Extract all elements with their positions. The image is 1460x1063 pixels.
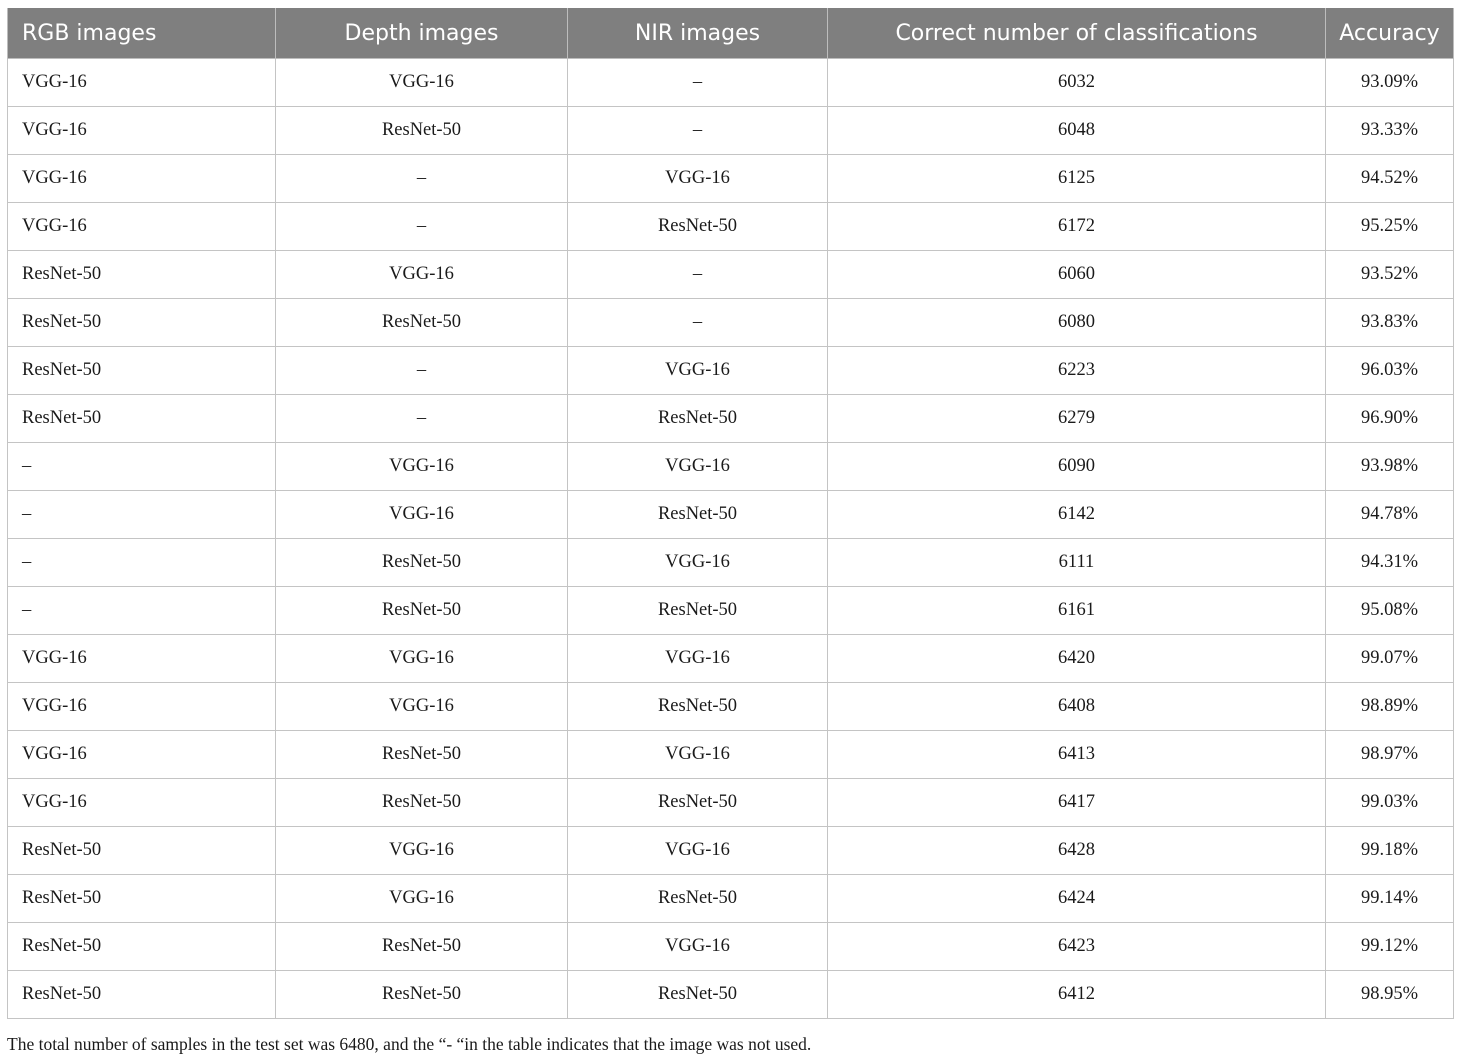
depth-cell: VGG-16 <box>276 683 568 731</box>
nir-cell: ResNet-50 <box>568 203 828 251</box>
correct-count-cell: 6412 <box>828 971 1326 1019</box>
correct-count-cell: 6420 <box>828 635 1326 683</box>
depth-cell: – <box>276 395 568 443</box>
table-row <box>8 971 1454 1019</box>
table-row <box>8 443 1454 491</box>
table-body <box>8 59 1454 1019</box>
nir-cell: VGG-16 <box>568 635 828 683</box>
correct-count-cell: 6279 <box>828 395 1326 443</box>
table-row <box>8 59 1454 107</box>
table-row <box>8 875 1454 923</box>
nir-cell: ResNet-50 <box>568 683 828 731</box>
correct-count-cell: 6142 <box>828 491 1326 539</box>
accuracy-cell: 99.18% <box>1326 827 1454 875</box>
nir-cell: ResNet-50 <box>568 395 828 443</box>
depth-cell: VGG-16 <box>276 251 568 299</box>
rgb-cell: VGG-16 <box>8 683 276 731</box>
depth-cell: VGG-16 <box>276 59 568 107</box>
nir-cell: – <box>568 299 828 347</box>
depth-cell: VGG-16 <box>276 635 568 683</box>
table-row <box>8 395 1454 443</box>
depth-cell: ResNet-50 <box>276 731 568 779</box>
rgb-cell: ResNet-50 <box>8 971 276 1019</box>
table-row <box>8 347 1454 395</box>
rgb-cell: – <box>8 539 276 587</box>
table-row <box>8 923 1454 971</box>
nir-cell: – <box>568 251 828 299</box>
correct-count-cell: 6423 <box>828 923 1326 971</box>
correct-count-cell: 6090 <box>828 443 1326 491</box>
table-row <box>8 683 1454 731</box>
depth-cell: – <box>276 155 568 203</box>
rgb-cell: – <box>8 587 276 635</box>
correct-count-cell: 6111 <box>828 539 1326 587</box>
table-row <box>8 155 1454 203</box>
rgb-cell: VGG-16 <box>8 635 276 683</box>
depth-cell: ResNet-50 <box>276 971 568 1019</box>
nir-cell: ResNet-50 <box>568 971 828 1019</box>
rgb-cell: VGG-16 <box>8 203 276 251</box>
results-table-container <box>7 8 1453 1019</box>
accuracy-cell: 99.03% <box>1326 779 1454 827</box>
nir-cell: – <box>568 107 828 155</box>
rgb-cell: VGG-16 <box>8 779 276 827</box>
rgb-cell: VGG-16 <box>8 155 276 203</box>
rgb-cell: ResNet-50 <box>8 827 276 875</box>
correct-count-cell: 6060 <box>828 251 1326 299</box>
depth-cell: ResNet-50 <box>276 923 568 971</box>
accuracy-cell: 99.12% <box>1326 923 1454 971</box>
nir-cell: VGG-16 <box>568 443 828 491</box>
header-nir-images: NIR images <box>568 8 828 59</box>
nir-cell: VGG-16 <box>568 347 828 395</box>
correct-count-cell: 6408 <box>828 683 1326 731</box>
correct-count-cell: 6032 <box>828 59 1326 107</box>
rgb-cell: VGG-16 <box>8 731 276 779</box>
rgb-cell: – <box>8 491 276 539</box>
accuracy-cell: 93.83% <box>1326 299 1454 347</box>
depth-cell: VGG-16 <box>276 491 568 539</box>
nir-cell: VGG-16 <box>568 731 828 779</box>
correct-count-cell: 6080 <box>828 299 1326 347</box>
rgb-cell: VGG-16 <box>8 107 276 155</box>
accuracy-cell: 93.98% <box>1326 443 1454 491</box>
accuracy-cell: 99.14% <box>1326 875 1454 923</box>
accuracy-cell: 95.08% <box>1326 587 1454 635</box>
accuracy-cell: 94.52% <box>1326 155 1454 203</box>
header-rgb-images: RGB images <box>8 8 276 59</box>
depth-cell: ResNet-50 <box>276 587 568 635</box>
nir-cell: – <box>568 59 828 107</box>
depth-cell: ResNet-50 <box>276 107 568 155</box>
accuracy-cell: 98.95% <box>1326 971 1454 1019</box>
table-row <box>8 731 1454 779</box>
table-row <box>8 539 1454 587</box>
depth-cell: – <box>276 347 568 395</box>
depth-cell: ResNet-50 <box>276 539 568 587</box>
table-row <box>8 779 1454 827</box>
depth-cell: VGG-16 <box>276 827 568 875</box>
nir-cell: ResNet-50 <box>568 779 828 827</box>
rgb-cell: ResNet-50 <box>8 875 276 923</box>
nir-cell: VGG-16 <box>568 155 828 203</box>
accuracy-cell: 93.09% <box>1326 59 1454 107</box>
header-accuracy: Accuracy <box>1326 8 1454 59</box>
accuracy-cell: 96.90% <box>1326 395 1454 443</box>
rgb-cell: ResNet-50 <box>8 395 276 443</box>
correct-count-cell: 6223 <box>828 347 1326 395</box>
nir-cell: VGG-16 <box>568 923 828 971</box>
table-row <box>8 299 1454 347</box>
table-footnote: The total number of samples in the test set was 6480, and the “- “in the table indicates that the image was not used. <box>7 1034 812 1054</box>
depth-cell: VGG-16 <box>276 875 568 923</box>
nir-cell: ResNet-50 <box>568 491 828 539</box>
correct-count-cell: 6417 <box>828 779 1326 827</box>
correct-count-cell: 6428 <box>828 827 1326 875</box>
correct-count-cell: 6172 <box>828 203 1326 251</box>
results-table <box>7 8 1454 1019</box>
rgb-cell: ResNet-50 <box>8 923 276 971</box>
nir-cell: VGG-16 <box>568 827 828 875</box>
accuracy-cell: 98.97% <box>1326 731 1454 779</box>
table-row <box>8 827 1454 875</box>
correct-count-cell: 6125 <box>828 155 1326 203</box>
accuracy-cell: 93.52% <box>1326 251 1454 299</box>
rgb-cell: ResNet-50 <box>8 347 276 395</box>
depth-cell: ResNet-50 <box>276 779 568 827</box>
rgb-cell: ResNet-50 <box>8 299 276 347</box>
accuracy-cell: 95.25% <box>1326 203 1454 251</box>
table-row <box>8 587 1454 635</box>
correct-count-cell: 6413 <box>828 731 1326 779</box>
correct-count-cell: 6424 <box>828 875 1326 923</box>
accuracy-cell: 94.31% <box>1326 539 1454 587</box>
accuracy-cell: 99.07% <box>1326 635 1454 683</box>
header-correct-classifications: Correct number of classifications <box>828 8 1326 59</box>
depth-cell: – <box>276 203 568 251</box>
rgb-cell: ResNet-50 <box>8 251 276 299</box>
depth-cell: VGG-16 <box>276 443 568 491</box>
table-row <box>8 203 1454 251</box>
header-row <box>8 8 1454 59</box>
accuracy-cell: 96.03% <box>1326 347 1454 395</box>
table-row <box>8 491 1454 539</box>
accuracy-cell: 94.78% <box>1326 491 1454 539</box>
rgb-cell: – <box>8 443 276 491</box>
depth-cell: ResNet-50 <box>276 299 568 347</box>
accuracy-cell: 93.33% <box>1326 107 1454 155</box>
nir-cell: VGG-16 <box>568 539 828 587</box>
nir-cell: ResNet-50 <box>568 875 828 923</box>
accuracy-cell: 98.89% <box>1326 683 1454 731</box>
nir-cell: ResNet-50 <box>568 587 828 635</box>
correct-count-cell: 6048 <box>828 107 1326 155</box>
table-row <box>8 251 1454 299</box>
table-row <box>8 107 1454 155</box>
correct-count-cell: 6161 <box>828 587 1326 635</box>
header-depth-images: Depth images <box>276 8 568 59</box>
table-row <box>8 635 1454 683</box>
rgb-cell: VGG-16 <box>8 59 276 107</box>
